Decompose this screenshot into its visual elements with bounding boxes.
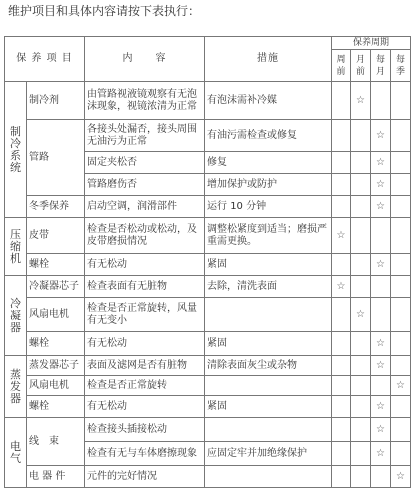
group-name: 电 气: [5, 418, 27, 488]
group-name: 蒸 发 器: [5, 356, 27, 418]
cycle-mark-3: [391, 218, 411, 254]
cycle-mark-3: [391, 442, 411, 466]
table-row: [5, 218, 411, 254]
row-content: 启动空调，润滑部件: [85, 196, 205, 218]
cycle-mark-3: [391, 356, 411, 376]
row-content: 检查是否正常旋转: [85, 376, 205, 396]
cycle-mark-3: [391, 298, 411, 332]
maintenance-table: [4, 36, 411, 488]
cycle-mark-3: [391, 418, 411, 442]
cycle-mark-0: [332, 376, 351, 396]
cycle-mark-2: [371, 376, 391, 396]
row-item: 风扇电机: [27, 298, 85, 332]
cycle-mark-0: [332, 418, 351, 442]
header-row: [5, 37, 411, 50]
row-content: 检查有无与车体磨擦现象: [85, 442, 205, 466]
cycle-mark-2: ☆: [371, 174, 391, 196]
cycle-mark-3: [391, 174, 411, 196]
header-freq-3: 每 季: [391, 50, 411, 82]
row-content: 有无松动: [85, 396, 205, 418]
row-content: 元件的完好情况: [85, 466, 205, 488]
cycle-mark-0: [332, 120, 351, 152]
row-item: 电 器 件: [27, 466, 85, 488]
cycle-mark-0: [332, 82, 351, 120]
header-content: 内 容: [85, 37, 205, 82]
row-measure: 有油污需检查或修复: [205, 120, 332, 152]
row-measure: 运行 10 分钟: [205, 196, 332, 218]
cycle-mark-1: [351, 466, 371, 488]
cycle-mark-3: [391, 152, 411, 174]
cycle-mark-1: [351, 396, 371, 418]
cycle-mark-2: [371, 218, 391, 254]
row-measure: 紧固: [205, 332, 332, 356]
row-content: 固定夹松否: [85, 152, 205, 174]
table-row: [5, 254, 411, 276]
row-measure: 调整松紧度到适当；磨损严重需更换。: [205, 218, 332, 254]
row-measure: [205, 466, 332, 488]
row-item: 螺栓: [27, 396, 85, 418]
row-measure: 去除，清洗表面: [205, 276, 332, 298]
cycle-mark-1: [351, 418, 371, 442]
table-row: [5, 298, 411, 332]
cycle-mark-2: ☆: [371, 120, 391, 152]
cycle-mark-0: [332, 466, 351, 488]
cycle-mark-2: ☆: [371, 254, 391, 276]
header-measure: 措施: [205, 37, 332, 82]
row-item: 螺栓: [27, 254, 85, 276]
row-item: 冷凝器芯子: [27, 276, 85, 298]
cycle-mark-3: ☆: [391, 466, 411, 488]
cycle-mark-3: [391, 254, 411, 276]
row-measure: 增加保护或防护: [205, 174, 332, 196]
header-freq-2: 每 月: [371, 50, 391, 82]
header-item: 保 养 项 目: [5, 37, 85, 82]
row-measure: 清除表面灰尘或杂物: [205, 356, 332, 376]
row-content: 各接头处漏否，接头周围无油污为正常: [85, 120, 205, 152]
cycle-mark-2: [371, 466, 391, 488]
header-freq-1: 月 前: [351, 50, 371, 82]
row-measure: 修复: [205, 152, 332, 174]
table-row: [5, 196, 411, 218]
group-name: 制 冷 系 统: [5, 82, 27, 218]
cycle-mark-3: [391, 120, 411, 152]
cycle-mark-0: [332, 174, 351, 196]
cycle-mark-1: ☆: [351, 82, 371, 120]
table-row: [5, 376, 411, 396]
row-item: 管路: [27, 120, 85, 196]
cycle-mark-1: [351, 218, 371, 254]
row-item: 皮带: [27, 218, 85, 254]
cycle-mark-0: [332, 152, 351, 174]
row-content: 检查是否正常旋转，风量有无变小: [85, 298, 205, 332]
row-measure: 应固定牢并加绝缘保护: [205, 442, 332, 466]
row-content: 有无松动: [85, 332, 205, 356]
cycle-mark-0: [332, 356, 351, 376]
cycle-mark-1: [351, 276, 371, 298]
cycle-mark-0: [332, 298, 351, 332]
table-row: [5, 276, 411, 298]
cycle-mark-3: [391, 82, 411, 120]
cycle-mark-2: ☆: [371, 196, 391, 218]
row-item: 蒸发器芯子: [27, 356, 85, 376]
table-row: [5, 82, 411, 120]
cycle-mark-0: [332, 196, 351, 218]
cycle-mark-3: [391, 196, 411, 218]
table-row: [5, 356, 411, 376]
table-row: [5, 466, 411, 488]
cycle-mark-1: [351, 174, 371, 196]
table-row: [5, 120, 411, 152]
cycle-mark-1: [351, 332, 371, 356]
row-measure: 有泡沫需补冷媒: [205, 82, 332, 120]
cycle-mark-3: [391, 396, 411, 418]
table-row: [5, 418, 411, 442]
row-item: 线 束: [27, 418, 85, 466]
cycle-mark-0: [332, 442, 351, 466]
intro-text: 维护项目和具体内容请按下表执行：: [8, 4, 201, 18]
cycle-mark-2: ☆: [371, 356, 391, 376]
cycle-mark-1: ☆: [351, 298, 371, 332]
cycle-mark-2: [371, 298, 391, 332]
row-item: 冬季保养: [27, 196, 85, 218]
row-measure: 紧固: [205, 254, 332, 276]
group-name: 冷 凝 器: [5, 276, 27, 356]
table-row: [5, 396, 411, 418]
cycle-mark-2: ☆: [371, 332, 391, 356]
row-content: 检查表面有无脏物: [85, 276, 205, 298]
cycle-mark-1: [351, 120, 371, 152]
row-item: 风扇电机: [27, 376, 85, 396]
cycle-mark-0: ☆: [332, 276, 351, 298]
cycle-mark-2: [371, 82, 391, 120]
cycle-mark-2: ☆: [371, 418, 391, 442]
row-measure: [205, 298, 332, 332]
cycle-mark-0: [332, 254, 351, 276]
row-item: 螺栓: [27, 332, 85, 356]
cycle-mark-2: ☆: [371, 152, 391, 174]
cycle-mark-3: [391, 276, 411, 298]
cycle-mark-1: [351, 196, 371, 218]
cycle-mark-2: ☆: [371, 442, 391, 466]
cycle-mark-1: [351, 356, 371, 376]
row-measure: [205, 418, 332, 442]
table-row: [5, 332, 411, 356]
row-content: 有无松动: [85, 254, 205, 276]
cycle-mark-0: [332, 396, 351, 418]
cycle-mark-3: [391, 332, 411, 356]
cycle-mark-1: [351, 442, 371, 466]
cycle-mark-3: ☆: [391, 376, 411, 396]
row-measure: 紧固: [205, 396, 332, 418]
cycle-mark-0: [332, 332, 351, 356]
cycle-mark-0: ☆: [332, 218, 351, 254]
group-name: 压 缩 机: [5, 218, 27, 276]
row-content: 表面及滤网是否有脏物: [85, 356, 205, 376]
header-cycle: 保养周期: [332, 37, 411, 50]
cycle-mark-2: ☆: [371, 396, 391, 418]
row-measure: [205, 376, 332, 396]
cycle-mark-2: [371, 276, 391, 298]
cycle-mark-1: [351, 152, 371, 174]
cycle-mark-1: [351, 254, 371, 276]
row-content: 管路磨伤否: [85, 174, 205, 196]
row-content: 由管路视液镜观察有无泡沫现象，视镜浓清为正常: [85, 82, 205, 120]
row-content: 检查接头插接松动: [85, 418, 205, 442]
row-content: 检查是否松动或松动，及皮带磨损情况: [85, 218, 205, 254]
header-freq-0: 周 前: [332, 50, 351, 82]
row-item: 制冷剂: [27, 82, 85, 120]
cycle-mark-1: [351, 376, 371, 396]
